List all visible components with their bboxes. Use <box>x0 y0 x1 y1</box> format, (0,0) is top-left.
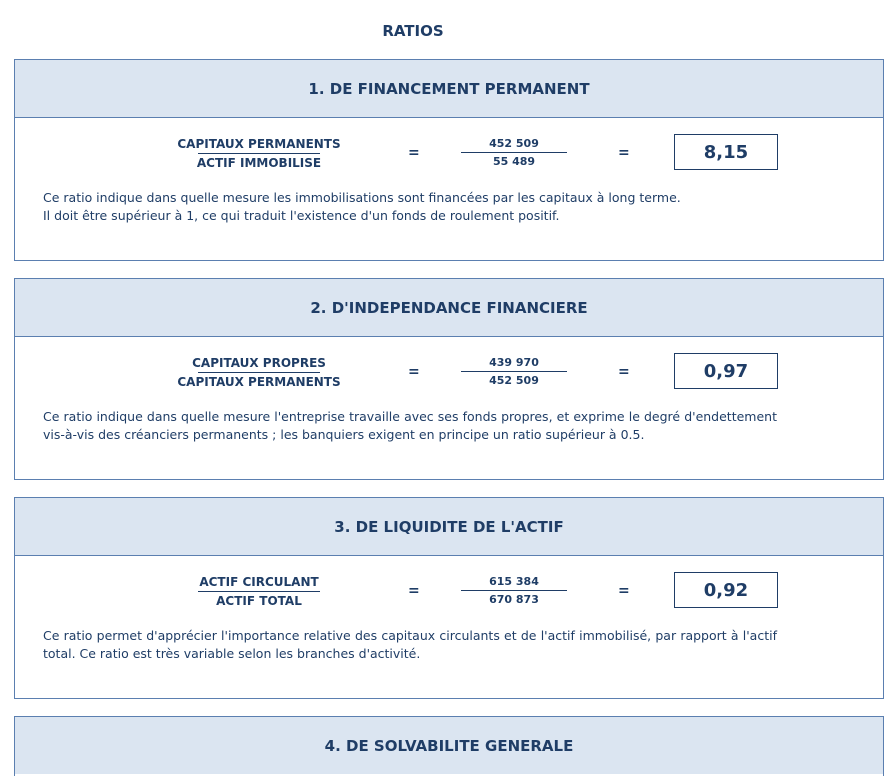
formula-values <box>455 137 573 168</box>
numerator-value: 439 970 <box>489 356 539 369</box>
description-line: Ce ratio permet d'apprécier l'importance relative des capitaux circulants et de l'actif immobilisé, par rapport à l'actif total. Ce ratio est très variable selon les branches d'activité. <box>43 628 777 661</box>
description-line: Il doit être supérieur à 1, ce qui traduit l'existence d'un fonds de roulement positif. <box>43 208 560 223</box>
formula-values <box>455 356 573 387</box>
section-body <box>15 556 883 699</box>
numerator-label: CAPITAUX PROPRES <box>192 356 326 370</box>
ratio-result: 8,15 <box>674 134 778 170</box>
equals-sign: = <box>408 145 420 161</box>
numerator-label: CAPITAUX PERMANENTS <box>177 137 341 151</box>
denominator-value: 670 873 <box>489 593 539 606</box>
equals-sign: = <box>618 364 630 380</box>
equals-sign: = <box>618 583 630 599</box>
denominator-value: 55 489 <box>492 155 536 168</box>
formula-labels <box>174 575 344 608</box>
denominator-label: ACTIF TOTAL <box>216 594 302 608</box>
section-body <box>15 337 883 480</box>
ratio-description <box>43 408 777 444</box>
ratio-section-liquidite-actif <box>14 497 884 699</box>
ratio-section-financement-permanent <box>14 59 884 261</box>
ratio-section-solvabilite-generale <box>14 716 884 776</box>
denominator-label: ACTIF IMMOBILISE <box>196 156 322 170</box>
section-heading: 1. DE FINANCEMENT PERMANENT <box>15 60 883 118</box>
numerator-value: 452 509 <box>489 137 539 150</box>
section-body <box>15 118 883 261</box>
numerator-label: ACTIF CIRCULANT <box>199 575 319 589</box>
denominator-label: CAPITAUX PERMANENTS <box>177 375 341 389</box>
equals-sign: = <box>408 364 420 380</box>
formula-labels <box>174 356 344 389</box>
formula-labels <box>174 137 344 170</box>
numerator-value: 615 384 <box>489 575 539 588</box>
ratio-section-independance-financiere <box>14 278 884 480</box>
ratio-description <box>43 189 777 225</box>
section-heading: 4. DE SOLVABILITE GENERALE <box>15 717 883 774</box>
ratio-result: 0,97 <box>674 353 778 389</box>
ratio-description <box>43 627 777 663</box>
denominator-value: 452 509 <box>489 374 539 387</box>
description-line: Ce ratio indique dans quelle mesure les immobilisations sont financées par les capitaux à long terme. <box>43 190 681 205</box>
description-line: Ce ratio indique dans quelle mesure l'entreprise travaille avec ses fonds propres, et exprime le degré d'endettement vis-à-vis des créanciers permanents ; les banquiers exigent en principe un ratio supérieur à 0.5. <box>43 409 777 442</box>
section-heading: 2. D'INDEPENDANCE FINANCIERE <box>15 279 883 337</box>
section-heading: 3. DE LIQUIDITE DE L'ACTIF <box>15 498 883 556</box>
equals-sign: = <box>618 145 630 161</box>
equals-sign: = <box>408 583 420 599</box>
formula-values <box>455 575 573 606</box>
ratio-result: 0,92 <box>674 572 778 608</box>
page-title: RATIOS <box>382 22 444 40</box>
